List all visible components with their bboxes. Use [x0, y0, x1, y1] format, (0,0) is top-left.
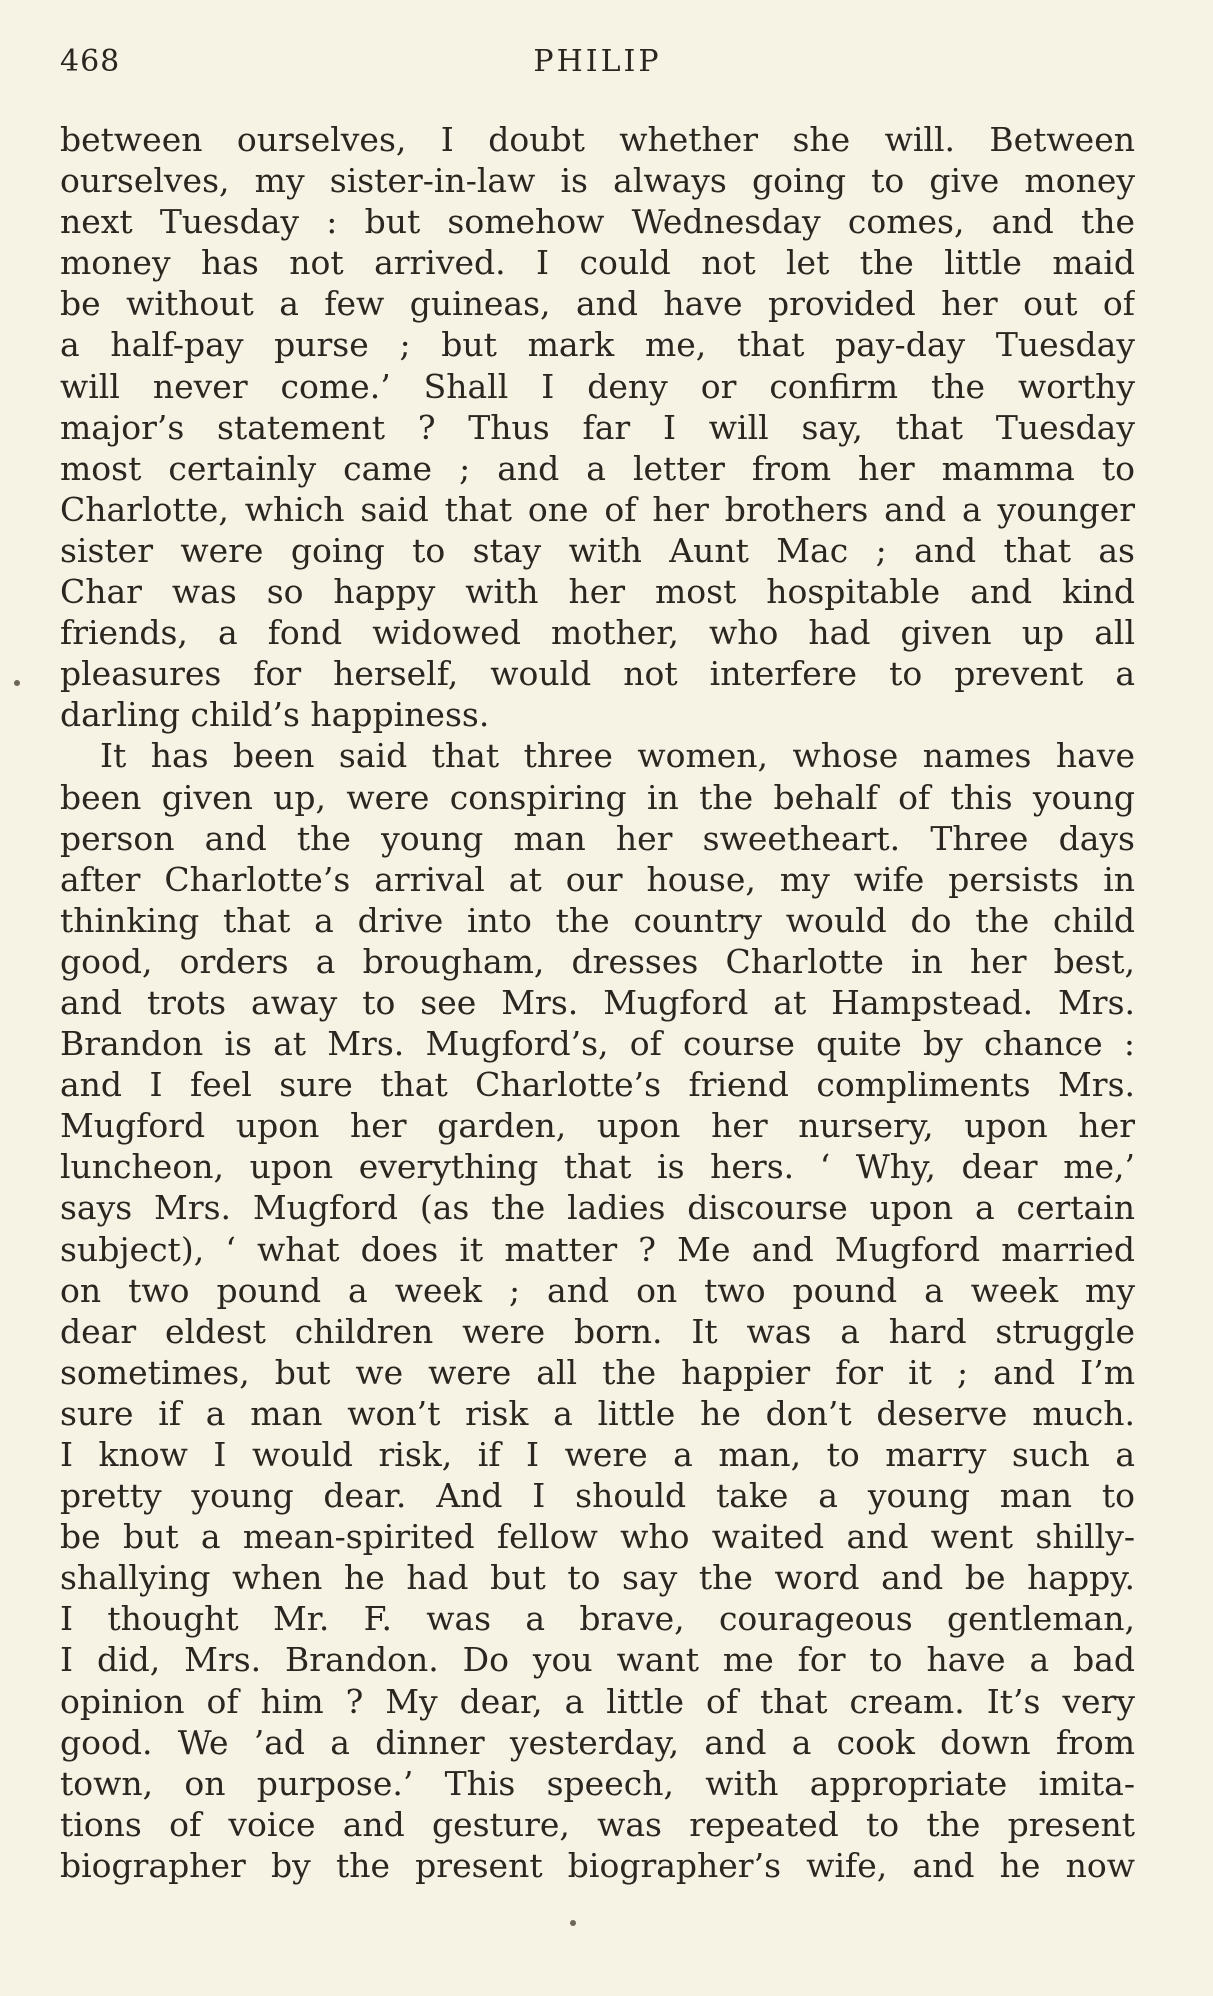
- text-line: a half-pay purse ; but mark me, that pay-day Tuesday: [60, 325, 1135, 365]
- text-line: next Tuesday : but somehow Wednesday comes, and the: [60, 202, 1135, 242]
- text-line: money has not arrived. I could not let the little maid: [60, 243, 1135, 283]
- text-line: good. We ’ad a dinner yesterday, and a cook down from: [60, 1722, 1135, 1762]
- text-line: I did, Mrs. Brandon. Do you want me for to have a bad: [60, 1640, 1135, 1680]
- text-line: between ourselves, I doubt whether she will. Between: [60, 120, 1135, 159]
- text-line: pleasures for herself, would not interfere to prevent a: [60, 654, 1135, 694]
- text-line: Brandon is at Mrs. Mugford’s, of course quite by chance :: [60, 1024, 1135, 1064]
- text-line: darling child’s happiness.: [60, 695, 490, 735]
- text-line: after Charlotte’s arrival at our house, my wife persists in: [60, 859, 1135, 899]
- text-line: sometimes, but we were all the happier for it ; and I’m: [60, 1352, 1135, 1392]
- text-line: shallying when he had but to say the word and be happy.: [60, 1558, 1135, 1598]
- text-line: on two pound a week ; and on two pound a week my: [60, 1270, 1135, 1310]
- text-line: opinion of him ? My dear, a little of that cream. It’s very: [60, 1681, 1135, 1721]
- text-line: It has been said that three women, whose names have: [100, 736, 1135, 776]
- page-number: 468: [60, 44, 121, 79]
- text-line: I know I would risk, if I were a man, to marry such a: [60, 1435, 1135, 1474]
- text-line: sure if a man won’t risk a little he don’t deserve much.: [60, 1393, 1135, 1433]
- text-line: be without a few guineas, and have provided her out of: [60, 284, 1135, 324]
- text-line: dear eldest children were born. It was a hard struggle: [60, 1311, 1135, 1351]
- text-line: be but a mean-spirited fellow who waited and went shilly-: [60, 1517, 1135, 1557]
- text-line: and trots away to see Mrs. Mugford at Hampstead. Mrs.: [60, 982, 1135, 1022]
- text-line: biographer by the present biographer’s wife, and he now: [60, 1845, 1135, 1885]
- text-line: person and the young man her sweetheart. Three days: [60, 818, 1135, 858]
- text-line: friends, a fond widowed mother, who had given up all: [60, 613, 1135, 653]
- text-line: Char was so happy with her most hospitable and kind: [60, 572, 1135, 612]
- page-header: [60, 44, 1135, 94]
- text-line: Mugford upon her garden, upon her nursery, upon her: [60, 1106, 1135, 1146]
- text-line: been given up, were conspiring in the behalf of this young: [60, 777, 1135, 817]
- text-line: Charlotte, which said that one of her brothers and a younger: [60, 489, 1135, 529]
- text-line: most certainly came ; and a letter from her mamma to: [60, 448, 1135, 488]
- text-line: will never come.’ Shall I deny or confirm the worthy: [60, 366, 1135, 406]
- bottom-speck: [570, 1920, 576, 1926]
- text-line: ourselves, my sister-in-law is always going to give money: [60, 161, 1135, 201]
- text-line: subject), ‘ what does it matter ? Me and Mugford married: [60, 1229, 1135, 1269]
- text-line: good, orders a brougham, dresses Charlotte in her best,: [60, 941, 1135, 981]
- text-line: luncheon, upon everything that is hers. ‘ Why, dear me,’: [60, 1147, 1135, 1187]
- text-line: pretty young dear. And I should take a young man to: [60, 1476, 1135, 1516]
- text-line: says Mrs. Mugford (as the ladies discourse upon a certain: [60, 1188, 1135, 1228]
- margin-speck: [14, 680, 20, 686]
- text-line: tions of voice and gesture, was repeated to the present: [60, 1804, 1135, 1844]
- running-title: PHILIP: [533, 44, 662, 79]
- text-line: town, on purpose.’ This speech, with appropriate imita-: [60, 1763, 1135, 1803]
- body-text: [60, 119, 1135, 1886]
- text-line: sister were going to stay with Aunt Mac ; and that as: [60, 530, 1135, 570]
- text-line: I thought Mr. F. was a brave, courageous gentleman,: [60, 1599, 1135, 1639]
- text-line: major’s statement ? Thus far I will say, that Tuesday: [60, 407, 1135, 447]
- text-line: and I feel sure that Charlotte’s friend compliments Mrs.: [60, 1065, 1135, 1105]
- text-line: thinking that a drive into the country would do the child: [60, 900, 1135, 940]
